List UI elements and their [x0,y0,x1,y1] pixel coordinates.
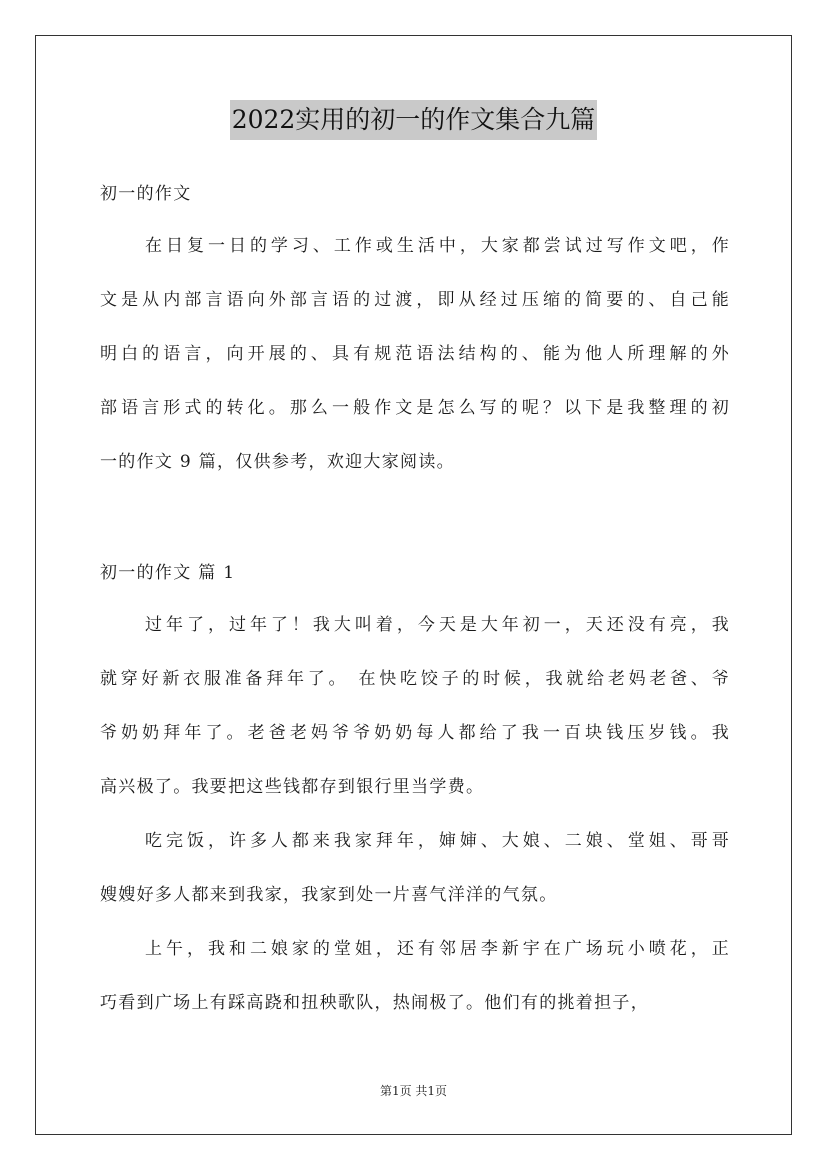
intro-paragraph [100,219,730,489]
article-paragraph-3 [100,922,730,1030]
text-line: 在日复一日的学习、工作或生活中，大家都尝试过写作文吧，作 [145,236,730,256]
article-paragraph-2 [100,814,730,922]
text-line: 上午，我和二娘家的堂姐，还有邻居李新宇在广场玩小喷花，正 [145,939,730,959]
article-heading: 初一的作文 篇 1 [100,563,236,583]
text-line: 嫂嫂好多人都来到我家，我家到处一片喜气洋洋的气氛。 [100,885,558,905]
paragraph [100,814,730,922]
text-line: 一的作文 9 篇，仅供参考，欢迎大家阅读。 [100,452,455,472]
text-line: 部语言形式的转化。那么一般作文是怎么写的呢？以下是我整理的初 [100,398,730,418]
paragraph [100,219,730,489]
page-footer: 第1页 共1页 [379,1084,448,1098]
text-line: 文是从内部言语向外部言语的过渡，即从经过压缩的简要的、自己能 [100,290,730,310]
article-paragraph-1 [100,598,730,814]
document-title: 2022实用的初一的作文集合九篇 [230,100,598,140]
title-wrap [0,100,827,140]
text-line: 就穿好新衣服准备拜年了。 在快吃饺子的时候，我就给老妈老爸、爷 [100,669,730,689]
text-line: 吃完饭，许多人都来我家拜年，婶婶、大娘、二娘、堂姐、哥哥 [145,831,730,851]
text-line: 过年了，过年了！我大叫着，今天是大年初一，天还没有亮，我 [145,615,730,635]
text-line: 高兴极了。我要把这些钱都存到银行里当学费。 [100,777,485,797]
text-line: 明白的语言，向开展的、具有规范语法结构的、能为他人所理解的外 [100,344,730,364]
intro-heading: 初一的作文 [100,184,192,204]
text-line: 巧看到广场上有踩高跷和扭秧歌队，热闹极了。他们有的挑着担子， [100,993,649,1013]
paragraph [100,922,730,1030]
text-line: 爷奶奶拜年了。老爸老妈爷爷奶奶每人都给了我一百块钱压岁钱。我 [100,723,730,743]
paragraph [100,598,730,814]
